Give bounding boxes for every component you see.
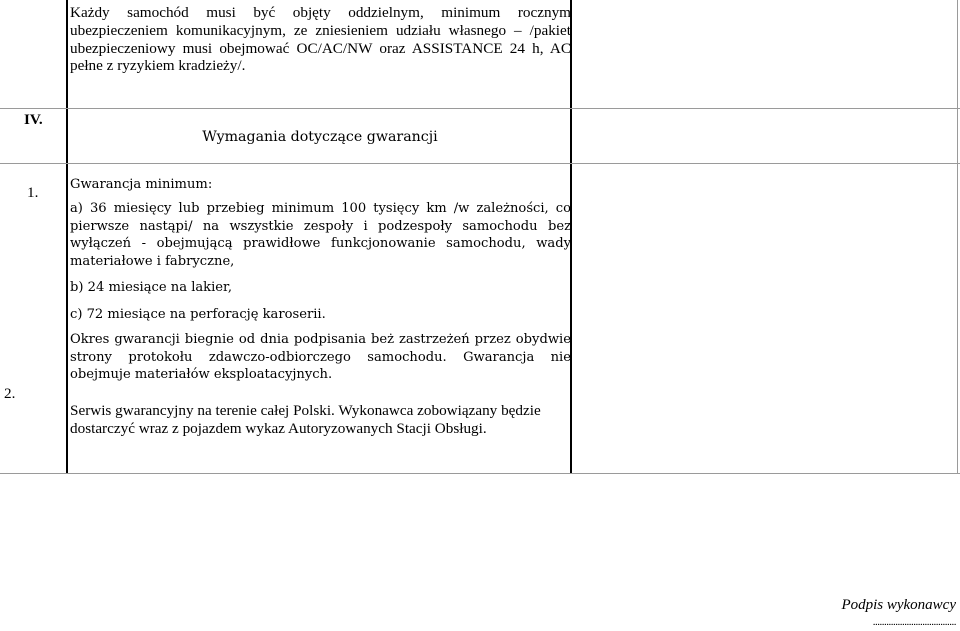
table-outer-divider xyxy=(957,0,958,474)
insurance-requirement-text: Każdy samochód musi być objęty oddzielnym, minimum rocznym ubezpieczeniem komunikacyjnym, ze zniesieniem udziału własnego – /pakiet ubezpieczeniowy musi obejmować OC/AC/NW oraz ASSISTANCE 24 h, AC pełne z ryzykiem kradzieży/. xyxy=(70,4,571,75)
section-title: Wymagania dotyczące gwarancji xyxy=(202,129,438,145)
item-number-1: 1. xyxy=(27,184,39,201)
section-number: IV. xyxy=(24,111,43,128)
warranty-service-text: Serwis gwarancyjny na terenie całej Polski. Wykonawca zobowiązany będzie dostarczyć wraz z pojazdem wykaz Autoryzowanych Stacji Obsługi. xyxy=(70,402,541,437)
warranty-option-b: b) 24 miesiące na lakier, xyxy=(70,280,233,295)
table-left-border xyxy=(66,0,68,474)
warranty-option-c: c) 72 miesiące na perforację karoserii. xyxy=(70,307,326,322)
warranty-period-text: Okres gwarancji biegnie od dnia podpisania beż zastrzeżeń przez obydwie strony protokołu zdawczo-odbiorczego samochodu. Gwarancja nie obejmuje materiałów eksploatacyjnych. xyxy=(70,332,571,383)
warranty-lead: Gwarancja minimum: xyxy=(70,177,213,192)
signature-line: ..................................... xyxy=(872,616,956,628)
row-divider-top xyxy=(0,108,960,109)
item-number-2: 2. xyxy=(4,385,16,402)
table-bottom-border xyxy=(0,473,960,474)
row-divider-section xyxy=(0,163,960,164)
signature-label: Podpis wykonawcy xyxy=(841,597,956,613)
warranty-option-a: a) 36 miesięcy lub przebieg minimum 100 tysięcy km /w zależności, co pierwsze nastąpi/ na wszystkie zespoły i podzespoły samochodu bez wyłączeń - obejmującą prawidłowe funkcjonowanie samochodu, wady materiałowe i fabryczne, xyxy=(70,201,571,270)
